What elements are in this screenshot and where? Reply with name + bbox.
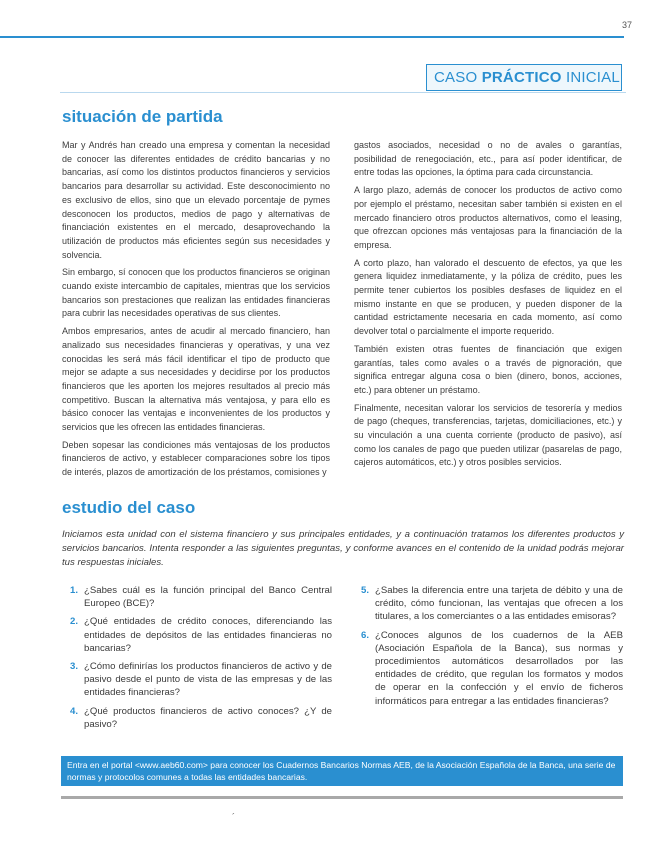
caso-practico-banner bbox=[426, 64, 622, 91]
section-title-estudio: estudio del caso bbox=[62, 498, 196, 517]
paragraph: También existen otras fuentes de financiación que exigen garantías, tales como avales o a través de pignoración, que significa entregar alguna cosa o bien (dinero, bonos, acciones, etc.) para obtener un préstamo. bbox=[354, 343, 622, 395]
question-item bbox=[70, 584, 332, 610]
situacion-left-column bbox=[62, 139, 330, 484]
question-text: ¿Sabes la diferencia entre una tarjeta de débito y una de crédito, cómo funcionan, las ventajas que ofrecen a los titulares, a los comerciantes o a las entidades emisoras? bbox=[375, 585, 623, 623]
paragraph: A largo plazo, además de conocer los productos de activo como por ejemplo el préstamo, necesitan saber también si existen en el mercado financiero otros productos alternativos, como el leasing, que ofrezcan opciones más ventajosas para la financiación de la empresa. bbox=[354, 185, 622, 250]
portal-note: Entra en el portal <www.aeb60.com> para conocer los Cuadernos Bancarios Normas AEB, de la Asociación Española de la Banca, una serie de normas y protocolos comunes a todas las entidades bancarias. bbox=[61, 756, 623, 786]
question-item bbox=[361, 629, 623, 708]
page-number: 37 bbox=[622, 20, 633, 30]
question-text: ¿Conoces algunos de los cuadernos de la AEB (Asociación Española de la Banca), sus normas y procedimientos automáticos desarrollados por las entidades de crédito, que regulan los formatos y modos de operar en la confección y el envío de ficheros informáticos para entregar a las entidades financieras? bbox=[375, 629, 623, 707]
situacion-right-column bbox=[354, 139, 622, 474]
question-text: ¿Qué entidades de crédito conoces, diferenciando las entidades de depósitos de las entidades financieras no bancarias? bbox=[84, 616, 332, 654]
paragraph: Deben sopesar las condiciones más ventajosas de los productos financieros de activo, y establecer comparaciones sobre los tipos de interés, plazos de amortización de los préstamos, comisiones y bbox=[62, 439, 330, 478]
question-number: 4. bbox=[70, 705, 79, 717]
paragraph: Finalmente, necesitan valorar los servicios de tesorería y medios de pago (cheques, transferencias, tarjetas, domiciliaciones, etc.) y su vinculación a una cuenta corriente (producto de pasivo), así como los canales de pago que pueden utilizar (pasarelas de pago, cajeros automáticos, etc.) y otros posibles servicios. bbox=[354, 402, 622, 468]
footer-mark: ´ bbox=[232, 812, 235, 822]
question-number: 6. bbox=[361, 629, 370, 641]
banner-title: CASO PRÁCTICO INICIAL bbox=[434, 69, 620, 86]
questions-right bbox=[361, 584, 623, 713]
question-item bbox=[361, 584, 623, 624]
question-item bbox=[70, 660, 332, 700]
question-text: ¿Qué productos financieros de activo conoces? ¿Y de pasivo? bbox=[84, 705, 332, 730]
paragraph: Ambos empresarios, antes de acudir al mercado financiero, han analizado sus necesidades financieras y operativas, y una vez conocidas les será más fácil identificar el tipo de producto que mejor se adapte a sus necesidades y decidirse por los productos financieros que les aporten los mejores resultados al precio más competitivo. Buscan la alternativa más ventajosa, y para ello es básico conocer las ventajas e inconvenientes de los productos y servicios que les ofrecen las entidades financieras. bbox=[62, 326, 330, 433]
question-item bbox=[70, 705, 332, 731]
question-number: 2. bbox=[70, 616, 79, 628]
questions-left bbox=[70, 584, 332, 736]
paragraph: A corto plazo, han valorado el descuento de efectos, ya que les genera liquidez inmediatamente, y la póliza de crédito, pues les permite tener cubiertos los posibles desfases de liquidez en el mismo instante en que se producen, y pueden disponer de la cantidad estrictamente necesaria en cada momento, así como devolver total o parcialmente el importe requerido. bbox=[354, 257, 622, 337]
bottom-rule bbox=[61, 796, 623, 799]
question-number: 1. bbox=[70, 585, 79, 596]
question-text: ¿Sabes cuál es la función principal del Banco Central Europeo (BCE)? bbox=[84, 585, 332, 610]
question-number: 5. bbox=[361, 585, 370, 596]
section-title-situacion: situación de partida bbox=[62, 107, 223, 126]
question-text: ¿Cómo definirías los productos financieros de activo y de pasivo desde el punto de vista de las empresas y de las entidades financieras? bbox=[84, 661, 332, 699]
paragraph: Mar y Andrés han creado una empresa y comentan la necesidad de conocer las diferentes entidades de crédito bancarias y no bancarias, así como los distintos productos financieros y servicios bancarios para desarrollar su actividad. Este desconocimiento no es exclusivo de ellos, sino que un elevado porcentaje de pymes desconocen los productos, medios de pago y alternativas de financiación existentes en el mercado, desaprovechando la utilización de productos más eficientes según sus necesidades y solvencia. bbox=[62, 140, 330, 260]
top-rule bbox=[0, 36, 624, 38]
question-number: 3. bbox=[70, 661, 79, 673]
paragraph: Sin embargo, sí conocen que los productos financieros se originan cuando existe intercambio de capitales, mientras que los servicios bancarios son prestaciones que realizan las entidades financieras para cubrir las necesidades operativas de sus clientes. bbox=[62, 267, 330, 319]
paragraph: gastos asociados, necesidad o no de avales o garantías, posibilidad de renegociación, etc., para así poder identificar, de entre todas las opciones, la óptima para cada circunstancia. bbox=[354, 140, 622, 178]
banner-rule bbox=[60, 92, 626, 93]
question-item bbox=[70, 615, 332, 655]
estudio-intro: Iniciamos esta unidad con el sistema financiero y sus principales entidades, y a continuación tratamos los diferentes productos y servicios bancarios. Intenta responder a las siguientes preguntas, y conforme avances en el contenido de la unidad podrás mejorar tus respuestas iniciales. bbox=[62, 529, 624, 568]
